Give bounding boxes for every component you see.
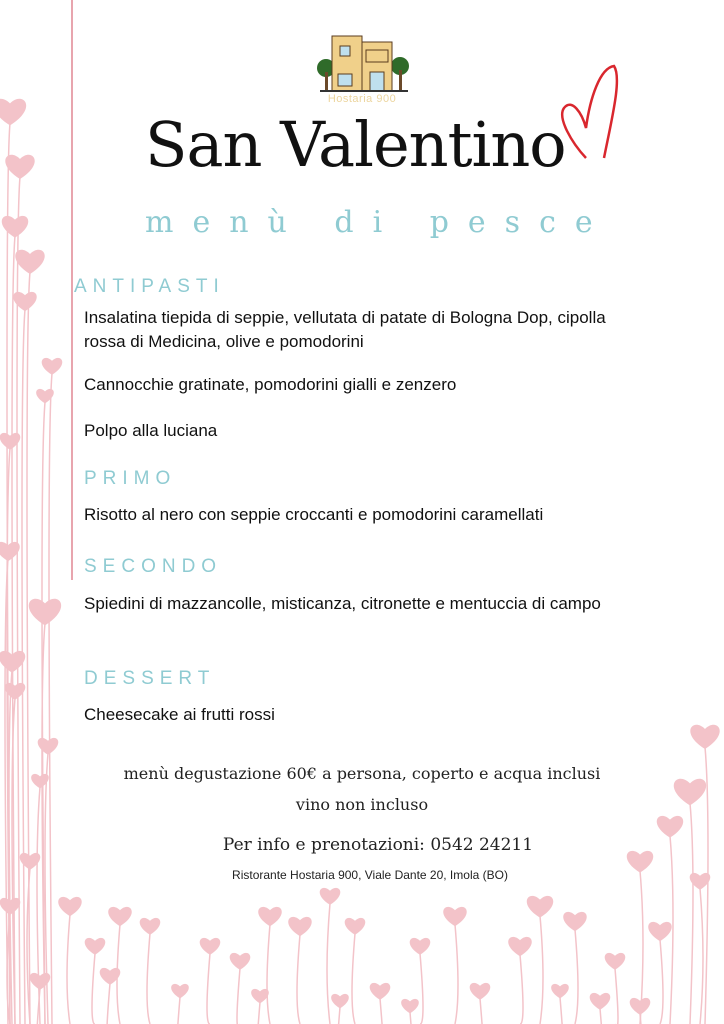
heart-stem — [107, 983, 110, 1024]
heart-icon — [200, 938, 221, 955]
heart-icon — [42, 358, 63, 375]
heart-icon — [5, 155, 34, 179]
logo-text: Hostaria 900 — [327, 93, 397, 105]
heart-stem — [22, 310, 25, 1024]
menu-item: Polpo alla luciana — [84, 421, 218, 440]
section-primo-title: PRIMO — [84, 468, 177, 489]
heart-stem — [380, 998, 383, 1024]
heart-stem — [660, 940, 663, 1024]
heart-stem — [700, 888, 703, 1024]
heart-stem — [49, 373, 52, 1024]
heart-stem — [600, 1008, 603, 1024]
heart-stem — [410, 1012, 413, 1024]
heart-icon — [470, 983, 491, 1000]
heart-icon — [0, 651, 25, 673]
heart-icon — [140, 918, 161, 935]
divider-line — [71, 0, 73, 580]
menu-item: Risotto al nero con seppie croccanti e pomodorini caramellati — [84, 505, 544, 524]
heart-icon — [258, 907, 282, 926]
heart-stem — [560, 997, 563, 1024]
heart-icon — [29, 599, 61, 626]
heart-icon — [443, 907, 467, 926]
wine-note: vino non incluso — [295, 795, 429, 814]
heart-icon — [551, 984, 569, 999]
heart-icon — [590, 993, 611, 1010]
heart-stem — [67, 915, 70, 1024]
heart-stem — [147, 933, 150, 1024]
heart-icon — [508, 937, 532, 956]
heart-icon — [370, 983, 391, 1000]
heart-stem — [615, 968, 618, 1024]
heart-stem — [207, 953, 210, 1024]
heart-icon — [563, 912, 587, 931]
heart-stem — [92, 953, 95, 1024]
contact-info: Per info e prenotazioni: 0542 24211 — [222, 835, 534, 855]
heart-stem — [455, 925, 458, 1024]
heart-stem — [297, 935, 300, 1024]
heart-icon — [15, 250, 44, 274]
menu-item: Cheesecake ai frutti rossi — [84, 705, 275, 724]
heart-icon — [171, 984, 189, 999]
heart-stem — [177, 997, 180, 1024]
section-antipasti-title: ANTIPASTI — [74, 276, 225, 297]
red-heart-icon — [552, 58, 622, 168]
heart-icon — [320, 888, 341, 905]
heart-icon — [251, 989, 269, 1004]
heart-icon — [345, 918, 366, 935]
heart-icon — [410, 938, 431, 955]
heart-stem — [575, 930, 578, 1024]
page-title: San Valentino — [145, 108, 566, 181]
heart-stem — [420, 953, 423, 1024]
heart-stem — [327, 903, 330, 1024]
heart-icon — [288, 917, 312, 936]
menu-item: Insalatina tiepida di seppie, vellutata di patate di Bologna Dop, cipolla rossa di Medicina, olive e pomodorini — [84, 308, 606, 351]
heart-icon — [690, 725, 719, 749]
heart-icon — [2, 216, 28, 238]
heart-stem — [520, 955, 523, 1024]
heart-icon — [85, 938, 106, 955]
heart-icon — [38, 738, 59, 755]
heart-icon — [58, 897, 82, 916]
heart-icon — [605, 953, 626, 970]
heart-stem — [480, 998, 483, 1024]
heart-stem — [540, 916, 543, 1024]
heart-stem — [237, 968, 240, 1024]
heart-stem — [267, 925, 270, 1024]
heart-icon — [648, 922, 672, 941]
heart-stem — [257, 1002, 260, 1024]
heart-icon — [401, 999, 419, 1014]
heart-icon — [230, 953, 251, 970]
heart-icon — [630, 998, 651, 1015]
heart-icon — [331, 994, 349, 1009]
section-dessert-title: DESSERT — [84, 668, 216, 689]
menu-item: Spiedini di mazzancolle, misticanza, citronette e mentuccia di campo — [84, 594, 601, 613]
heart-stem — [337, 1007, 340, 1024]
menu-item: Cannocchie gratinate, pomodorini gialli e zenzero — [84, 375, 457, 394]
subtitle: menù di pesce — [145, 205, 612, 240]
heart-stem — [640, 1013, 643, 1024]
heart-icon — [108, 907, 132, 926]
heart-icon — [0, 99, 26, 126]
heart-icon — [527, 896, 553, 918]
section-secondo-title: SECONDO — [84, 556, 223, 577]
heart-stem — [352, 933, 355, 1024]
address: Ristorante Hostaria 900, Viale Dante 20, Imola (BO) — [232, 868, 508, 882]
price-note: menù degustazione 60€ a persona, coperto e acqua inclusi — [123, 764, 601, 783]
